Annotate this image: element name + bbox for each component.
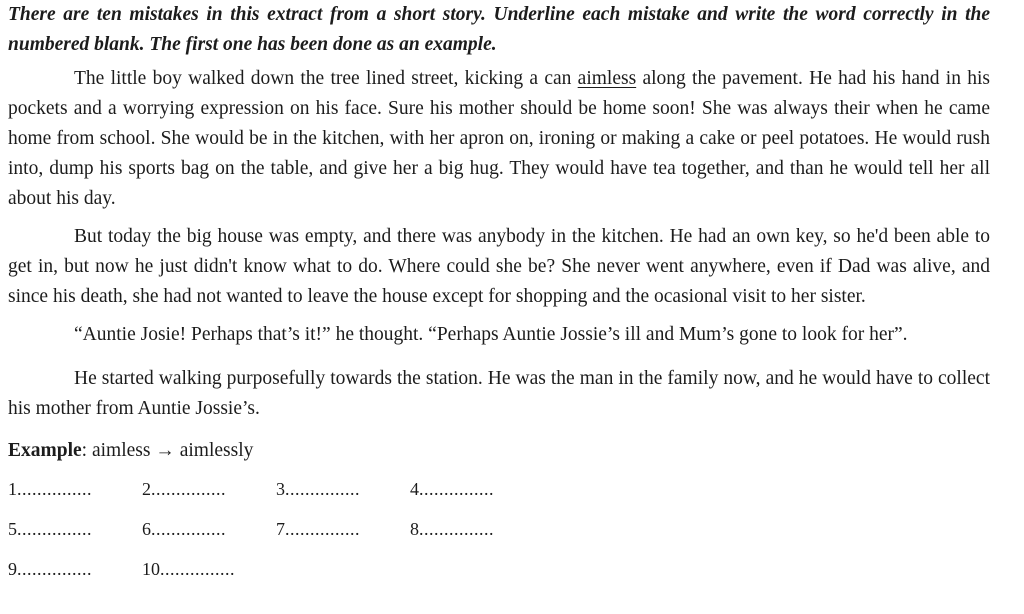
blank-dots: ............... xyxy=(17,519,92,539)
answer-blank-9[interactable] xyxy=(8,554,142,584)
blank-dots: ............... xyxy=(151,479,226,499)
story-p1-after: along the pavement. He had his hand in his pockets and a worrying expression on his face. Sure his mother should be home soon! She was always their when he came home from school. She would be in the kitchen, with her apron on, ironing or making a cake or peel potatoes. He would rush into, dump his sports bag on the table, and give her a big hug. They would have tea together, and than he would tell her all about his day. xyxy=(8,68,990,209)
blank-number: 6 xyxy=(142,519,151,539)
answer-blank-5[interactable] xyxy=(8,514,142,544)
example-label: Example xyxy=(8,440,82,461)
instructions-text: There are ten mistakes in this extract from a short story. Underline each mistake and write the word correctly in the numbered blank. The first one has been done as an example. xyxy=(8,4,990,55)
answer-blanks-row-1 xyxy=(8,474,990,504)
blank-dots: ............... xyxy=(151,519,226,539)
answer-blank-6[interactable] xyxy=(142,514,276,544)
blank-number: 10 xyxy=(142,559,160,579)
blank-number: 1 xyxy=(8,479,17,499)
story-paragraph-1 xyxy=(8,64,990,214)
story-paragraph-3: “Auntie Josie! Perhaps that’s it!” he thought. “Perhaps Auntie Jossie’s ill and Mum’s gone to look for her”. xyxy=(74,324,908,345)
answer-blanks-row-3 xyxy=(8,554,990,584)
blank-number: 7 xyxy=(276,519,285,539)
example-text: : aimless → aimlessly xyxy=(81,440,254,461)
answer-blanks-row-2 xyxy=(8,514,990,544)
blank-dots: ............... xyxy=(419,479,494,499)
blank-dots: ............... xyxy=(419,519,494,539)
answer-blank-1[interactable] xyxy=(8,474,142,504)
blank-number: 5 xyxy=(8,519,17,539)
blank-dots: ............... xyxy=(285,519,360,539)
blank-number: 2 xyxy=(142,479,151,499)
blank-dots: ............... xyxy=(17,479,92,499)
blank-number: 8 xyxy=(410,519,419,539)
answer-blank-10[interactable] xyxy=(142,554,276,584)
blank-dots: ............... xyxy=(17,559,92,579)
story-p1-before: The little boy walked down the tree lined street, kicking a can xyxy=(74,68,578,89)
story-paragraph-4: He started walking purposefully towards the station. He was the man in the family now, and he would have to collect his mother from Auntie Jossie’s. xyxy=(8,368,990,419)
blank-number: 3 xyxy=(276,479,285,499)
blank-number: 9 xyxy=(8,559,17,579)
blank-dots: ............... xyxy=(285,479,360,499)
blank-number: 4 xyxy=(410,479,419,499)
answer-blank-8[interactable] xyxy=(410,514,544,544)
answer-blank-2[interactable] xyxy=(142,474,276,504)
answer-blank-7[interactable] xyxy=(276,514,410,544)
blank-dots: ............... xyxy=(160,559,235,579)
answer-blank-4[interactable] xyxy=(410,474,544,504)
underlined-mistake-aimless: aimless xyxy=(577,68,637,89)
story-paragraph-2: But today the big house was empty, and there was anybody in the kitchen. He had an own key, so he'd been able to get in, but now he just didn't know what to do. Where could she be? She never went anywhere, even if Dad was alive, and since his death, she had not wanted to leave the house except for shopping and the ocasional visit to her sister. xyxy=(8,226,990,307)
example-line xyxy=(8,436,990,466)
answer-blank-3[interactable] xyxy=(276,474,410,504)
